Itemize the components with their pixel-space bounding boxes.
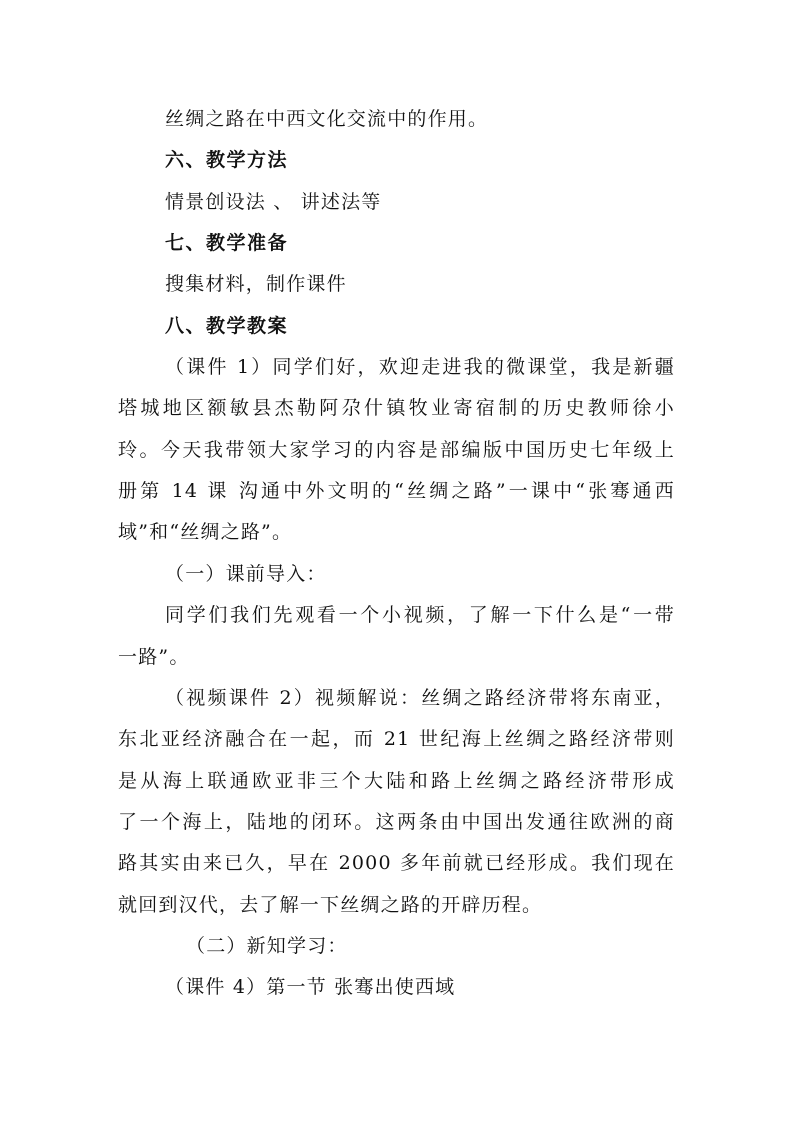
text-line-purpose: 丝绸之路在中西文化交流中的作用。 bbox=[165, 108, 489, 130]
paragraph-explain-line-3: 是从海上联通欧亚非三个大陆和路上丝绸之路经济带形成 bbox=[118, 770, 675, 792]
paragraph-explain-line-1: （视频课件 2）视频解说：丝绸之路经济带将东南亚， bbox=[165, 687, 675, 709]
paragraph-explain-line-6: 就回到汉代，去了解一下丝绸之路的开辟历程。 bbox=[118, 894, 543, 916]
paragraph-explain-line-5: 路其实由来已久，早在 2000 多年前就已经形成。我们现在 bbox=[118, 852, 675, 874]
paragraph-explain-line-2: 东北亚经济融合在一起，而 21 世纪海上丝绸之路经济带则 bbox=[118, 728, 675, 750]
paragraph-intro-line-2: 塔城地区额敏县杰勒阿尕什镇牧业寄宿制的历史教师徐小 bbox=[118, 397, 675, 419]
text-line-section-one: （课件 4）第一节 张骞出使西域 bbox=[165, 976, 456, 998]
section-heading-teaching-preparation: 七、教学准备 bbox=[165, 232, 289, 254]
paragraph-video-line-1: 同学们我们先观看一个小视频，了解一下什么是“一带 bbox=[165, 604, 675, 626]
paragraph-intro-line-1: （课件 1）同学们好，欢迎走进我的微课堂，我是新疆 bbox=[165, 356, 675, 378]
text-line-preparation: 搜集材料，制作课件 bbox=[165, 273, 347, 295]
text-line-methods: 情景创设法 、 讲述法等 bbox=[165, 191, 382, 213]
paragraph-explain-line-4: 了一个海上，陆地的闭环。这两条由中国出发通往欧洲的商 bbox=[118, 811, 675, 833]
section-heading-teaching-methods: 六、教学方法 bbox=[165, 149, 289, 171]
paragraph-intro-line-5: 域”和“丝绸之路”。 bbox=[118, 521, 293, 543]
paragraph-intro-line-3: 玲。今天我带领大家学习的内容是部编版中国历史七年级上 bbox=[118, 439, 675, 461]
subsection-heading-new-knowledge: （二）新知学习： bbox=[186, 935, 348, 957]
paragraph-video-line-2: 一路”。 bbox=[118, 646, 190, 668]
section-heading-teaching-plan: 八、教学教案 bbox=[165, 315, 289, 337]
subsection-heading-pre-class: （一）课前导入： bbox=[165, 563, 327, 585]
paragraph-intro-line-4: 册第 14 课 沟通中外文明的“丝绸之路”一课中“张骞通西 bbox=[118, 480, 675, 502]
